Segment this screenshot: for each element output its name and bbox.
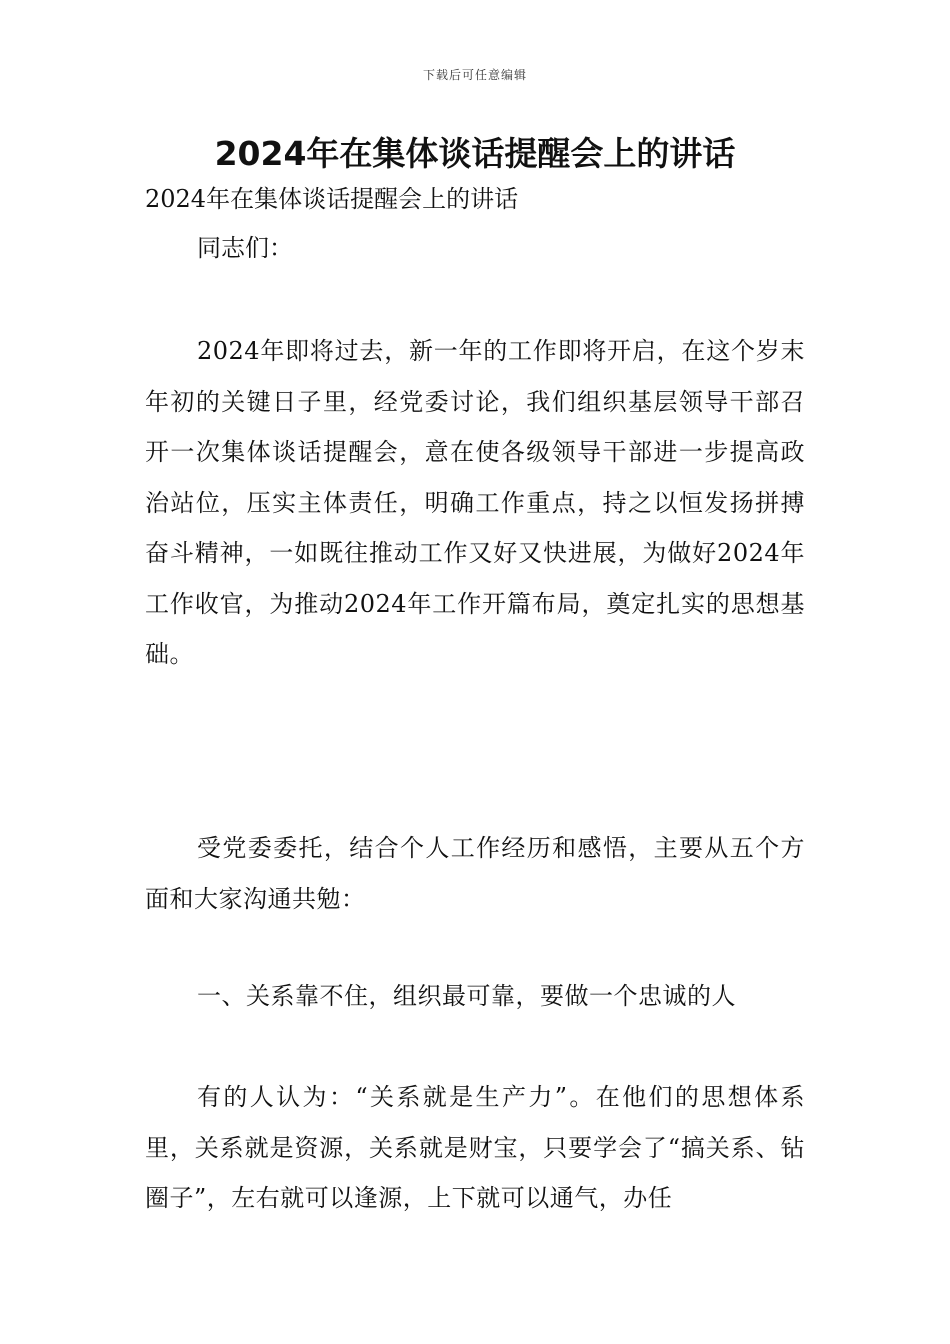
document-subtitle: 2024年在集体谈话提醒会上的讲话 (145, 185, 519, 213)
paragraph-section-1: 有的人认为：“关系就是生产力”。在他们的思想体系里，关系就是资源，关系就是财宝，只要学会了“搞关系、钻圈子”，左右就可以逢源，上下就可以通气，办任 (145, 1083, 805, 1212)
document-title: 2024年在集体谈话提醒会上的讲话 (214, 134, 736, 173)
paragraph-outline: 受党委委托，结合个人工作经历和感悟，主要从五个方面和大家沟通共勉： (145, 834, 805, 913)
paragraph-intro: 2024年即将过去，新一年的工作即将开启，在这个岁末年初的关键日子里，经党委讨论，我们组织基层领导干部召开一次集体谈话提醒会，意在使各级领导干部进一步提高政治站位，压实主体责任，明确工作重点，持之以恒发扬拼搏奋斗精神，一如既往推动工作又好又快进展，为做好2024年工作收官，为推动2024年工作开篇布局，奠定扎实的思想基础。 (145, 337, 805, 668)
header-note: 下载后可任意编辑 (422, 68, 527, 82)
section-heading-1: 一、关系靠不住，组织最可靠，要做一个忠诚的人 (197, 982, 736, 1010)
salutation: 同志们： (197, 234, 293, 262)
